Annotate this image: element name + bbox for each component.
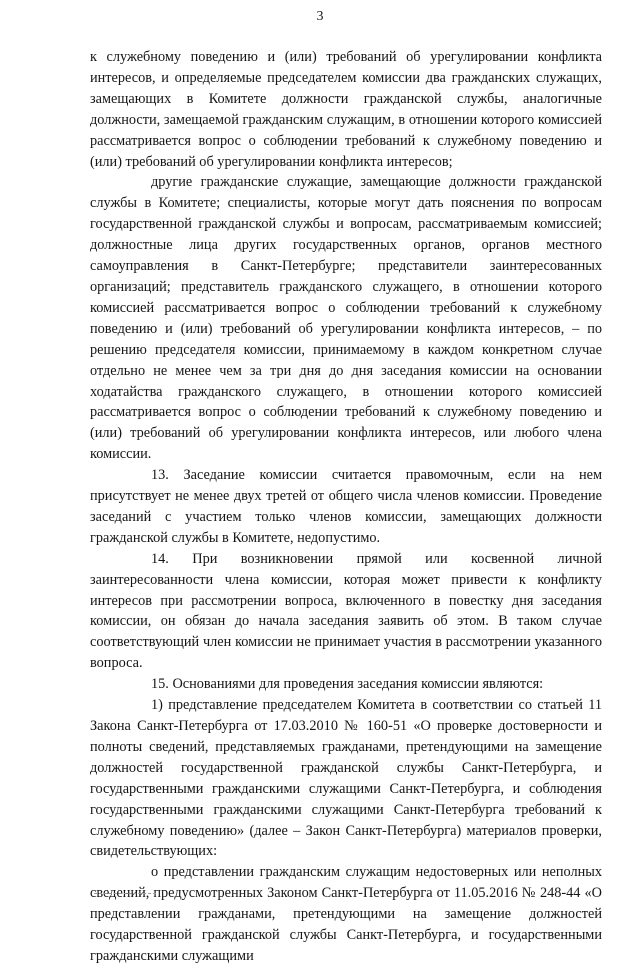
paragraph: 14. При возникновении прямой или косвенной личной заинтересованности члена комиссии, которая может привести к конфликту интересов при рассмотрении вопроса, включенного в повестку дня заседания комиссии, он обязан до начала заседания заявить об этом. В таком случае соответствующий член комиссии не принимает участия в рассмотрении указанного вопроса. — [90, 550, 602, 672]
paragraph: 13. Заседание комиссии считается правомочным, если на нем присутствует не менее двух третей от общего числа членов комиссии. Проведение заседаний с участием только членов комиссии, замещающих должности гражданской службы в Комитете, недопустимо. — [90, 467, 602, 546]
paragraph: 1) представление председателем Комитета в соответствии со статьей 11 Закона Санкт-Петербурга от 17.03.2010 № 160-51 «О проверке достоверности и полноты сведений, представляемых гражданами, претендующими на замещение должностей государственной гражданской службы Санкт-Петербурга, и государственными гражданскими служащими Санкт-Петербурга, и соблюдения государственными гражданскими служащими Санкт-Петербурга требований к служебному поведению» (далее – Закон Санкт-Петербурга) материалов проверки, свидетельствующих: — [90, 697, 602, 860]
footer-divider — [94, 893, 156, 894]
paragraph: 15. Основаниями для проведения заседания комиссии являются: — [151, 676, 544, 693]
paragraph: к служебному поведению и (или) требований об урегулировании конфликта интересов, и определяемые председателем комиссии два гражданских служащих, замещающих в Комитете должности гражданской службы, аналогичные должности, замещаемой гражданским служащим, в отношении которого комиссией рассматривается вопрос о соблюдении требований к служебному поведению и (или) требований об урегулировании конфликта интересов; — [90, 49, 602, 170]
page-number: 3 — [316, 9, 324, 24]
paragraph: другие гражданские служащие, замещающие должности гражданской службы в Комитете; специалисты, которые могут дать пояснения по вопросам государственной гражданской службы и вопросам, рассматриваемым комиссией; должностные лица других государственных органов, органов местного самоуправления в Санкт-Петербурге; представители заинтересованных организаций; представитель гражданского служащего, в отношении которого комиссией рассматривается вопрос о соблюдении требований к служебному поведению и (или) требований об урегулировании конфликта интересов, – по решению председателя комиссии, принимаемому в каждом конкретном случае отдельно не менее чем за три дня до дня заседания комиссии на основании ходатайства гражданского служащего, в отношении которого комиссией рассматривается вопрос о соблюдении требований к служебному поведению и (или) требований об урегулировании конфликта интересов, или любого члена комиссии. — [90, 174, 602, 463]
document-body — [90, 47, 602, 967]
paragraph: о представлении гражданским служащим недостоверных или неполных сведений, предусмотренных Законом Санкт-Петербурга от 11.05.2016 № 248-44 «О представлении гражданами, претендующими на замещение должностей государственной гражданской службы Санкт-Петербурга, и государственными гражданскими служащими — [90, 864, 602, 964]
